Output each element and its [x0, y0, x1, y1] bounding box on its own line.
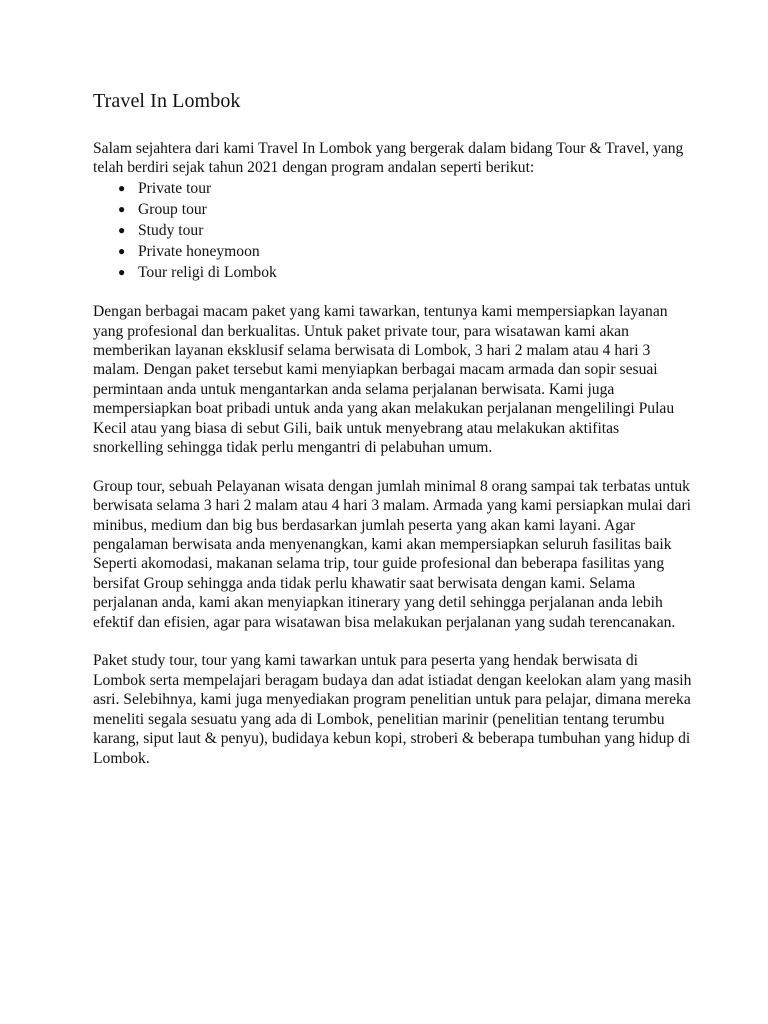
list-item-label: Tour religi di Lombok — [138, 263, 277, 281]
list-item-label: Group tour — [138, 200, 207, 218]
list-item — [93, 241, 693, 262]
document-body — [93, 139, 693, 787]
document-title: Travel In Lombok — [93, 90, 241, 112]
bullet-icon: ● — [118, 180, 126, 195]
list-item-label: Study tour — [138, 221, 204, 239]
private-tour-paragraph: Dengan berbagai macam paket yang kami tawarkan, tentunya kami mempersiapkan layanan yang profesional dan berkualitas. Untuk paket private tour, para wisatawan kami akan memberikan layanan eksklusif selama berwisata di Lombok, 3 hari 2 malam atau 4 hari 3 malam. Dengan paket tersebut kami menyiapkan berbagai macam armada dan sopir sesuai permintaan anda untuk mengantarkan anda selama perjalanan berwisata. Kami juga mempersiapkan boat pribadi untuk anda yang akan melakukan perjalanan mengelilingi Pulau Kecil atau yang biasa di sebut Gili, baik untuk menyebrang atau melakukan aktifitas snorkelling sehingga tidak perlu mengantri di pelabuhan umum. — [93, 303, 675, 457]
group-tour-paragraph: Group tour, sebuah Pelayanan wisata dengan jumlah minimal 8 orang sampai tak terbatas untuk berwisata selama 3 hari 2 malam atau 4 hari 3 malam. Armada yang kami persiapkan mulai dari minibus, medium dan big bus berdasarkan jumlah peserta yang akan kami layani. Agar pengalaman berwisata anda menyenangkan, kami akan mempersiapkan seluruh fasilitas baik Seperti akomodasi, makanan selama trip, tour guide profesional dan beberapa fasilitas yang bersifat Group sehingga anda tidak perlu khawatir saat berwisata dengan kami. Selama perjalanan anda, kami akan menyiapkan itinerary yang detil sehingga perjalanan anda lebih efektif dan efisien, agar para wisatawan bisa melakukan perjalanan yang sudah terencanakan. — [93, 477, 691, 631]
bullet-icon: ● — [118, 243, 126, 258]
bullet-icon: ● — [118, 222, 126, 237]
list-item-label: Private honeymoon — [138, 242, 260, 260]
list-item — [93, 220, 693, 241]
bullet-icon: ● — [118, 264, 126, 279]
list-item-label: Private tour — [138, 179, 212, 197]
list-item — [93, 262, 693, 283]
bullet-icon: ● — [118, 201, 126, 216]
list-item — [93, 178, 693, 199]
program-list — [93, 178, 693, 283]
intro-paragraph: Salam sejahtera dari kami Travel In Lombok yang bergerak dalam bidang Tour & Travel, yang telah berdiri sejak tahun 2021 dengan program andalan seperti berikut: — [93, 140, 684, 177]
study-tour-paragraph: Paket study tour, tour yang kami tawarkan untuk para peserta yang hendak berwisata di Lombok serta mempelajari beragam budaya dan adat istiadat dengan keelokan alam yang masih asri. Selebihnya, kami juga menyediakan program penelitian untuk para pelajar, dimana mereka meneliti segala sesuatu yang ada di Lombok, penelitian marinir (penelitian tentang terumbu karang, siput laut & penyu), budidaya kebun kopi, stroberi & beberapa tumbuhan yang hidup di Lombok. — [93, 652, 692, 767]
list-item — [93, 199, 693, 220]
